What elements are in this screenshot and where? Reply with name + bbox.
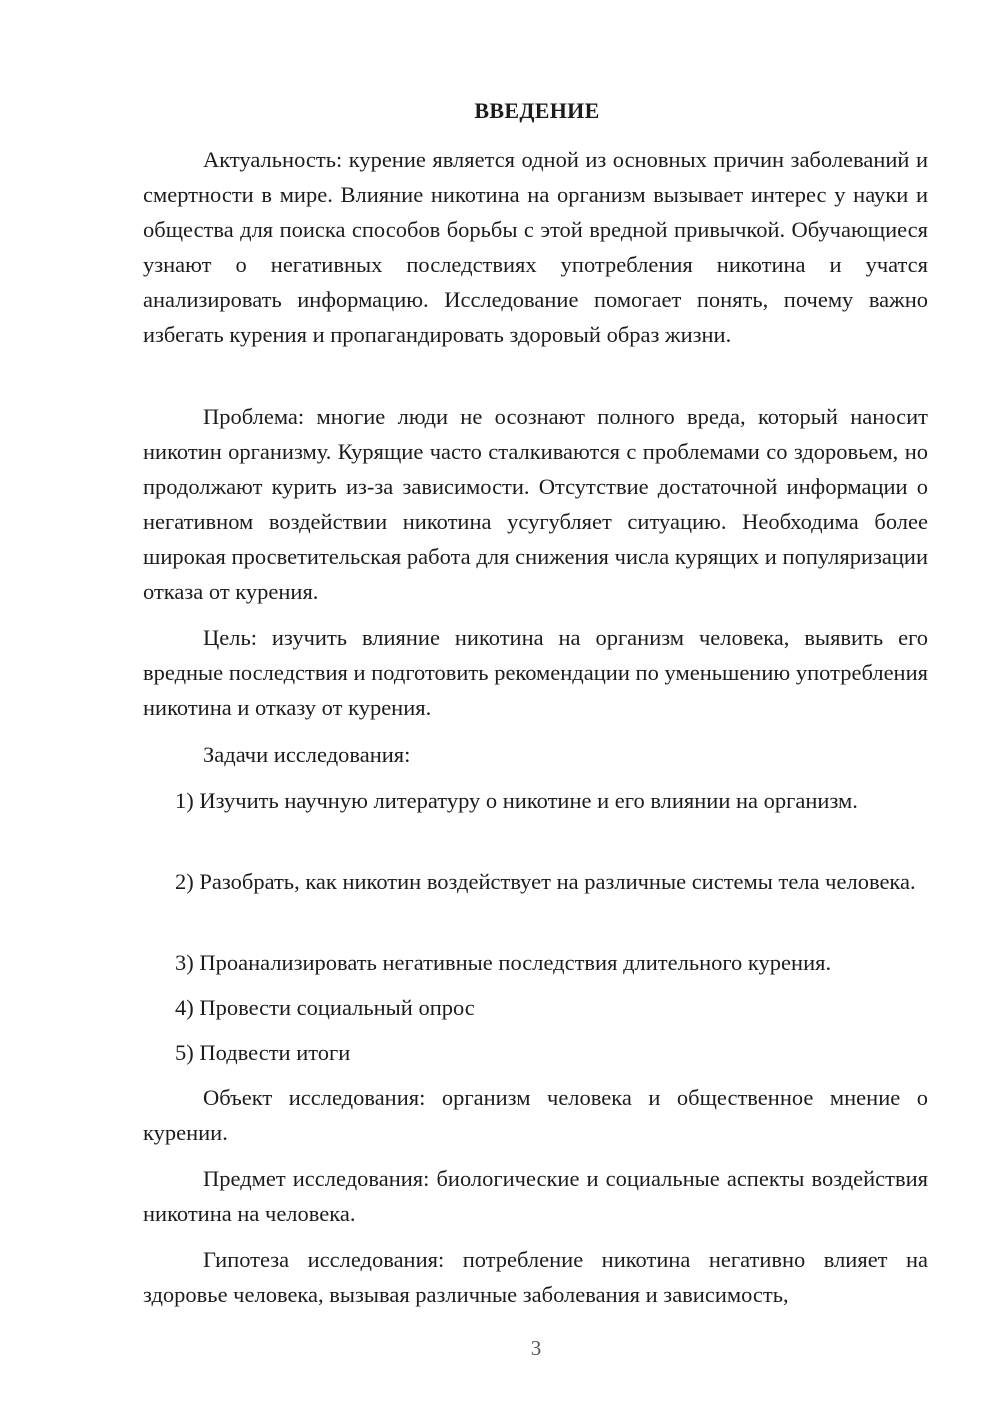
- task-item-2: 2) Разобрать, как никотин воздействует на различные системы тела человека.: [175, 869, 916, 894]
- paragraph-object: Объект исследования: организм человека и общественное мнение о курении.: [143, 1085, 928, 1145]
- page-title: ВВЕДЕНИЕ: [474, 98, 600, 123]
- paragraph-goal: Цель: изучить влияние никотина на организм человека, выявить его вредные последствия и подготовить рекомендации по уменьшению употребления никотина и отказу от курения.: [143, 625, 928, 720]
- paragraph-hypothesis: Гипотеза исследования: потребление никотина негативно влияет на здоровье человека, вызывая различные заболевания и зависимость,: [143, 1247, 928, 1307]
- task-item-3: 3) Проанализировать негативные последствия длительного курения.: [175, 950, 832, 975]
- tasks-heading: Задачи исследования:: [203, 742, 411, 767]
- paragraph-subject: Предмет исследования: биологические и социальные аспекты воздействия никотина на человека.: [143, 1166, 928, 1226]
- paragraph-problem: Проблема: многие люди не осознают полного вреда, который наносит никотин организму. Курящие часто сталкиваются с проблемами со здоровьем, но продолжают курить из-за зависимости. Отсутствие достаточной информации о негативном воздействии никотина усугубляет ситуацию. Необходима более широкая просветительская работа для снижения числа курящих и популяризации отказа от курения.: [143, 404, 928, 604]
- paragraph-relevance: Актуальность: курение является одной из основных причин заболеваний и смертности в мире. Влияние никотина на организм вызывает интерес у науки и общества для поиска способов борьбы с этой вредной привычкой. Обучающиеся узнают о негативных последствиях употребления никотина и учатся анализировать информацию. Исследование помогает понять, почему важно избегать курения и пропагандировать здоровый образ жизни.: [143, 147, 928, 347]
- task-item-5: 5) Подвести итоги: [175, 1040, 351, 1065]
- task-item-4: 4) Провести социальный опрос: [175, 995, 475, 1020]
- page-number: 3: [530, 1336, 542, 1360]
- task-item-1: 1) Изучить научную литературу о никотине и его влиянии на организм.: [175, 788, 858, 813]
